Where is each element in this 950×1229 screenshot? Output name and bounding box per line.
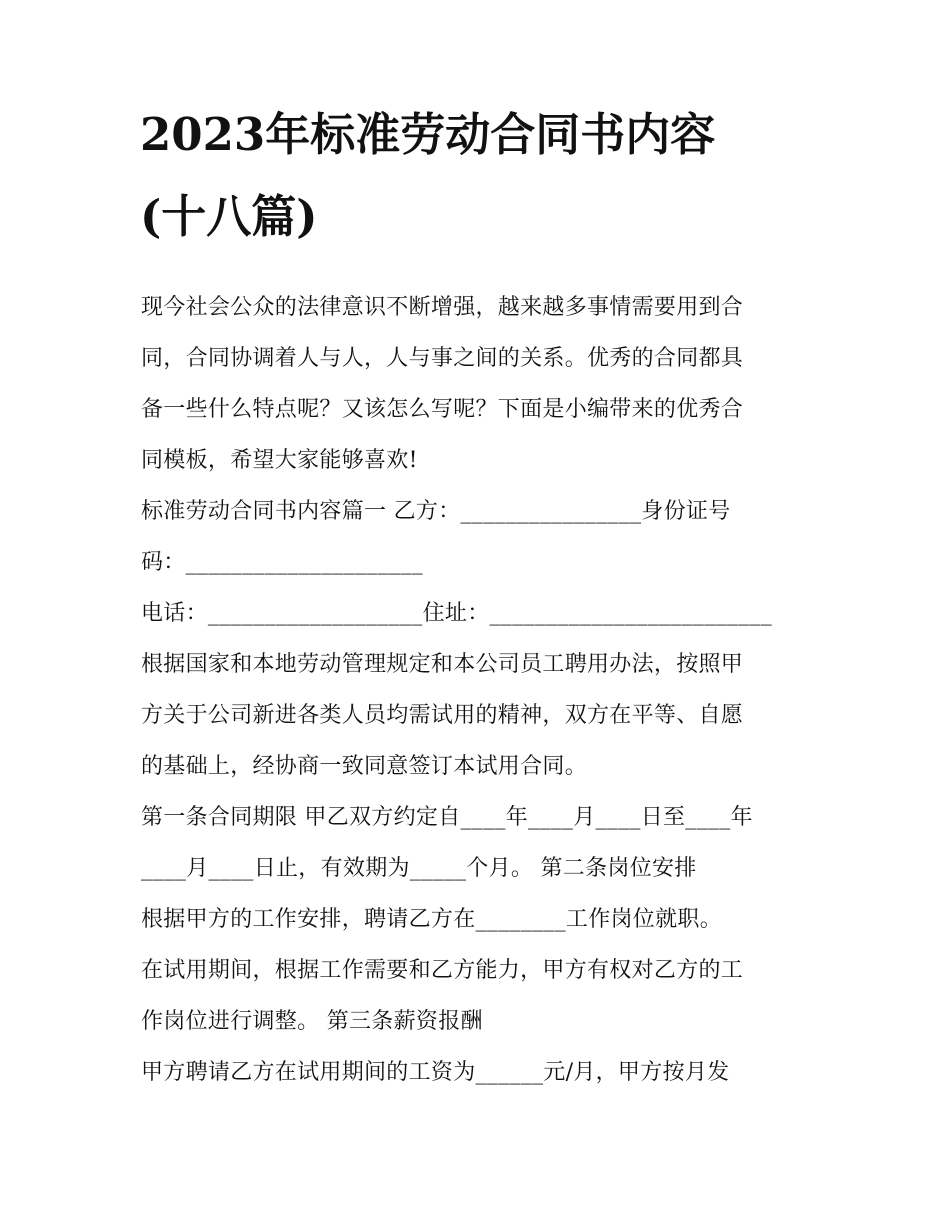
title-line-1: 2023年标准劳动合同书内容 [140,108,716,161]
body-line: ____月____日止，有效期为_____个月。 第二条岗位安排 [141,856,697,881]
body-line: 在试用期间，根据工作需要和乙方能力，甲方有权对乙方的工 [141,958,744,983]
body-line: 电话：___________________住址：_________________________ [141,601,772,626]
body-line: 同模板，希望大家能够喜欢! [141,448,418,473]
body-line: 根据国家和本地劳动管理规定和本公司员工聘用办法，按照甲 [141,652,744,677]
body-line: 码：_____________________ [141,550,423,575]
body-line: 根据甲方的工作安排，聘请乙方在________工作岗位就职。 [141,907,723,932]
body-line: 备一些什么特点呢？又该怎么写呢？下面是小编带来的优秀合 [141,397,744,422]
body-line: 现今社会公众的法律意识不断增强，越来越多事情需要用到合 [141,295,744,320]
body-line: 甲方聘请乙方在试用期间的工资为______元/月，甲方按月发 [141,1060,730,1085]
body-line: 方关于公司新进各类人员均需试用的精神，双方在平等、自愿 [141,703,744,728]
document-title [140,108,820,276]
body-line: 标准劳动合同书内容篇一 乙方：________________身份证号 [141,499,731,524]
body-line: 第一条合同期限 甲乙双方约定自____年____月____日至____年 [141,805,753,830]
document-body [141,282,811,1098]
body-line: 作岗位进行调整。 第三条薪资报酬 [141,1009,483,1034]
title-line-2: (十八篇) [140,190,318,243]
body-line: 同，合同协调着人与人，人与事之间的关系。优秀的合同都具 [141,346,744,371]
body-line: 的基础上，经协商一致同意签订本试用合同。 [141,754,588,779]
